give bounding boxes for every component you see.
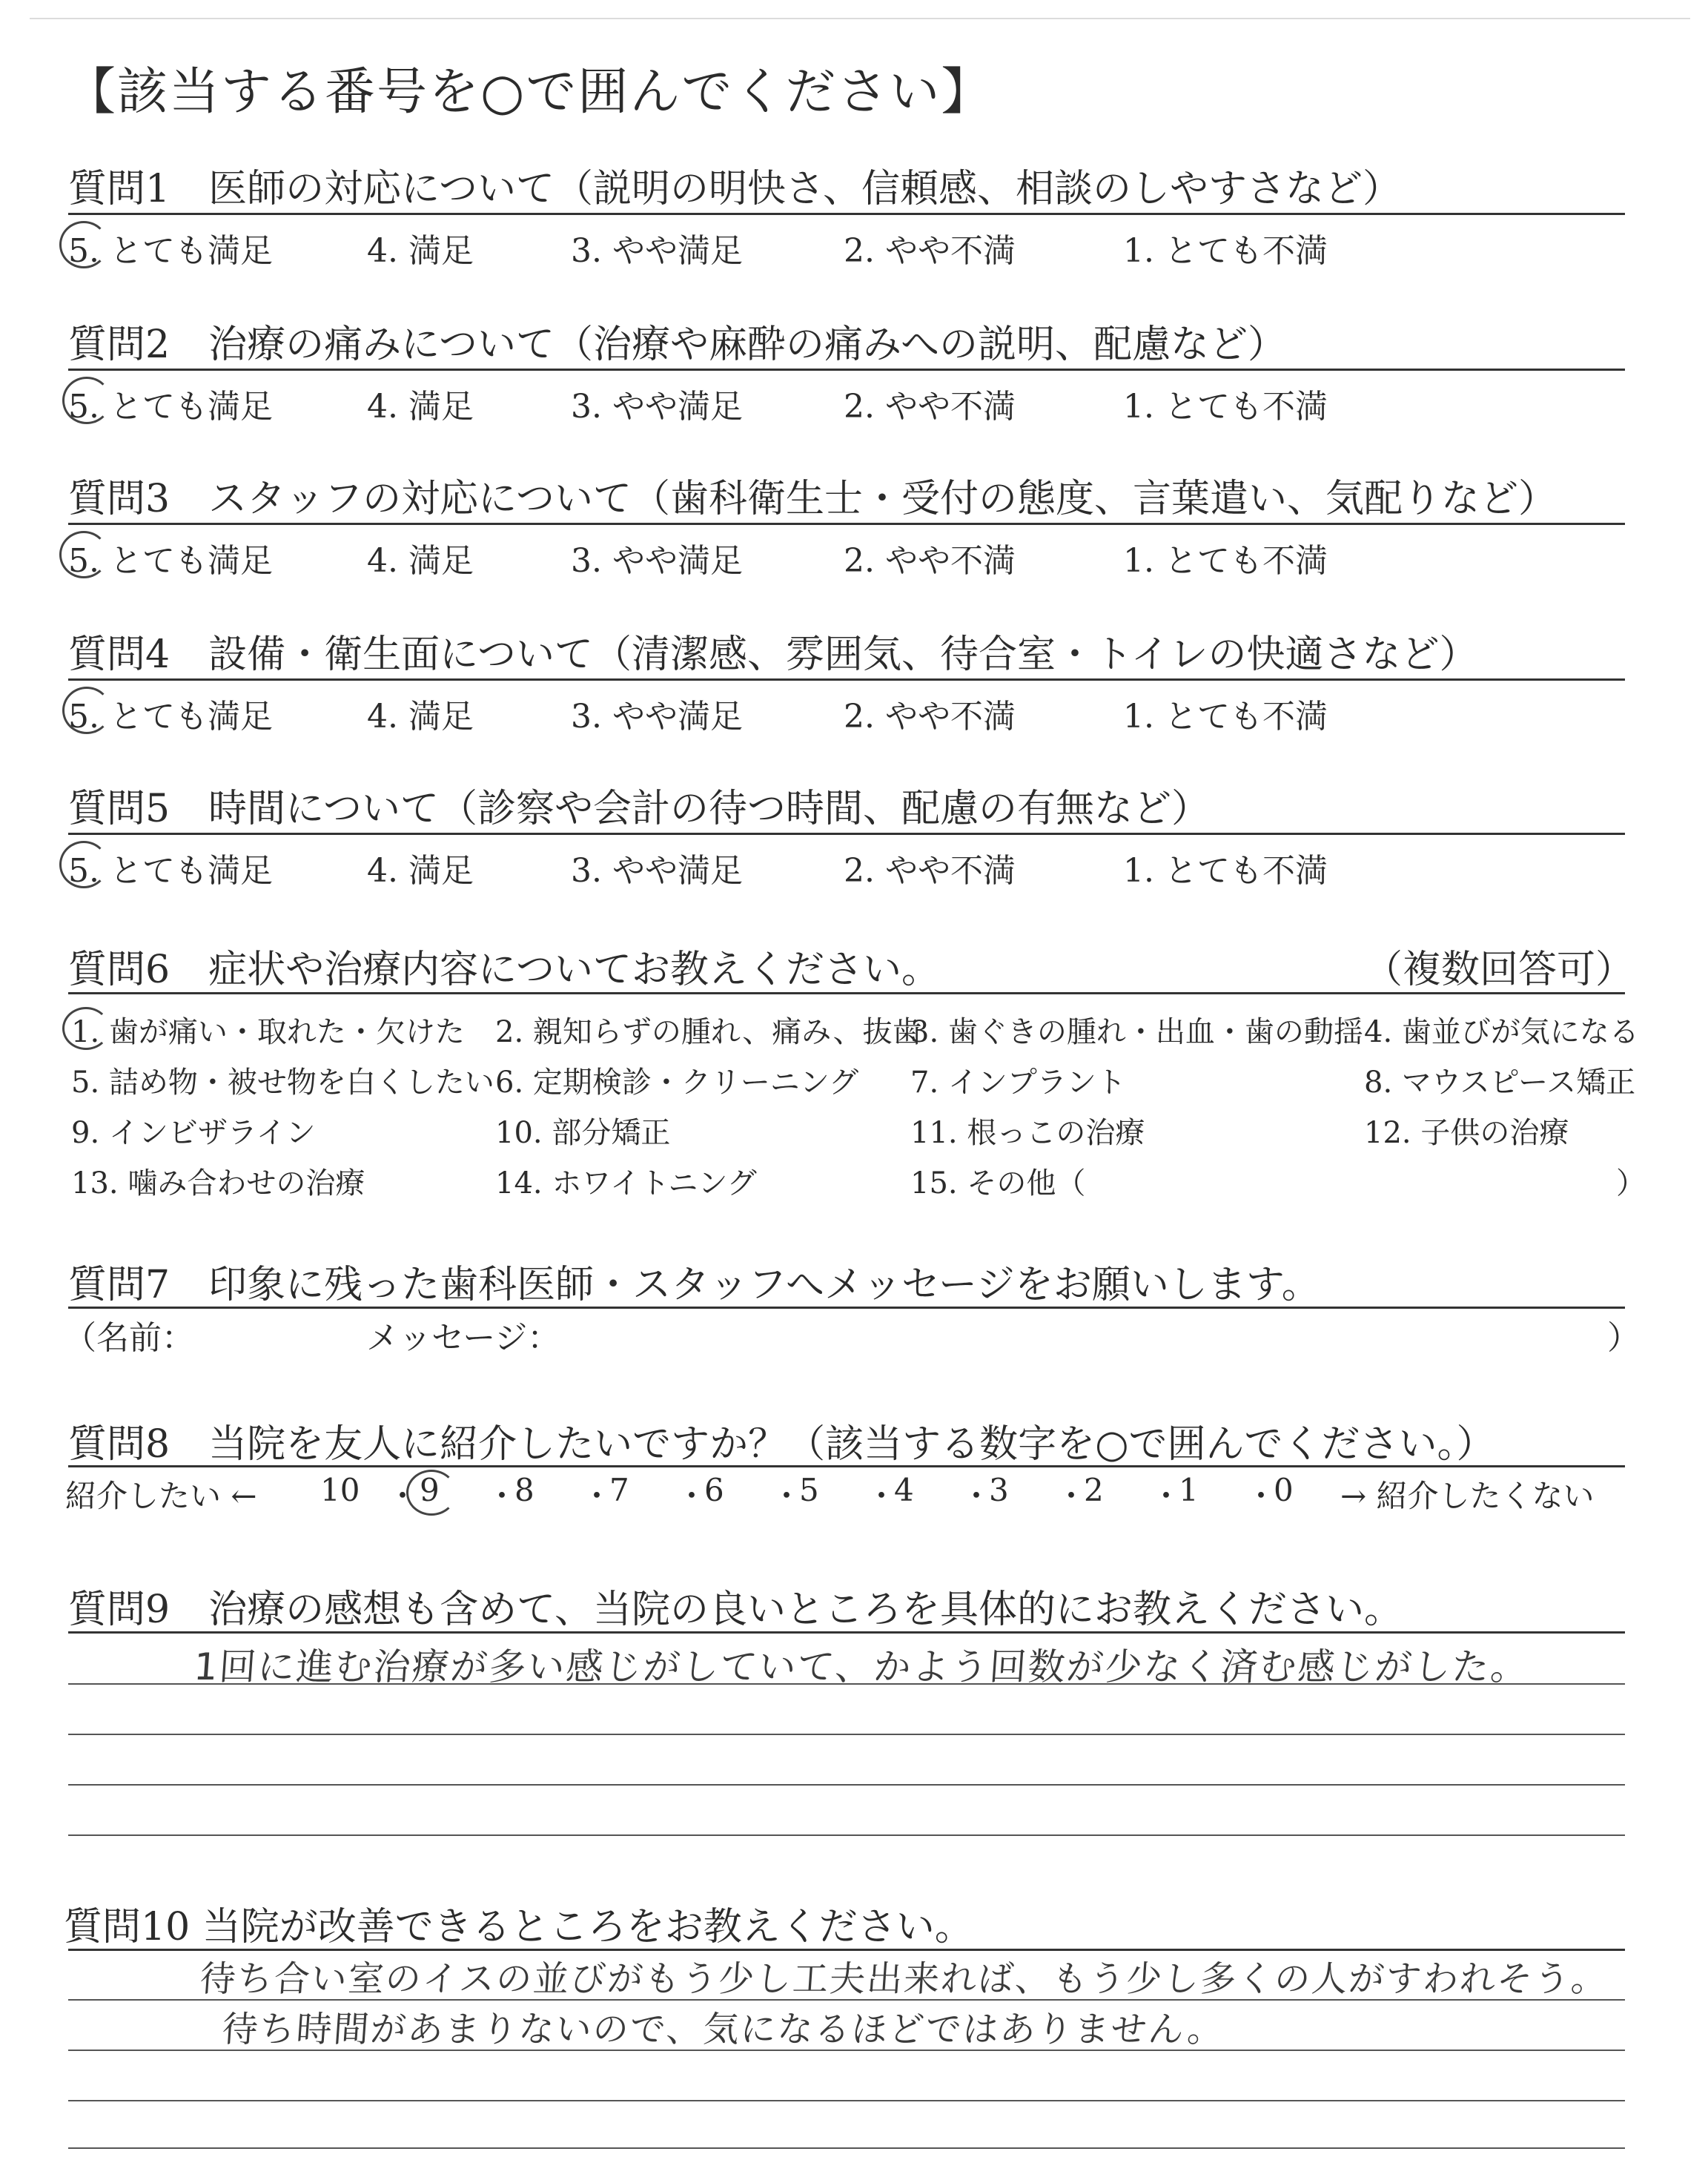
q5-option-3: 3. やや満足 (571, 852, 743, 890)
q6-option-13: 13. 噛み合わせの治療 (71, 1166, 365, 1200)
q5-answer-circle (59, 841, 108, 888)
q5-title: 質問5 時間について（診察や会計の待つ時間、配慮の有無など） (68, 787, 1211, 831)
q9-title: 質問9 治療の感想も含めて、当院の良いところを具体的にお教えください。 (68, 1588, 1403, 1632)
q8-left-label: 紹介したい ← (65, 1478, 257, 1514)
q8-scale-dot: ・ (1245, 1478, 1277, 1514)
q3-option-4: 4. 満足 (367, 542, 474, 580)
q6-other-close-paren: ） (1616, 1166, 1646, 1200)
q1-title: 質問1 医師の対応について（説明の明快さ、信頼感、相談のしやすさなど） (68, 167, 1401, 211)
q8-scale-dot: ・ (387, 1478, 419, 1514)
q4-rule (68, 678, 1625, 681)
q6-option-6: 6. 定期検診・クリーニング (495, 1066, 859, 1100)
q7-message-label: メッセージ： (366, 1319, 560, 1357)
q6-option-12: 12. 子供の治療 (1364, 1116, 1569, 1150)
q6-option-15: 15. その他（ (910, 1166, 1086, 1200)
q10-line-3 (68, 2100, 1625, 2101)
q10-line-2 (68, 2050, 1625, 2051)
form-instruction-header: 【該当する番号を○で囲んでください】 (65, 63, 993, 122)
q8-scale-9: 9 (420, 1472, 440, 1508)
q8-scale-dot: ・ (486, 1478, 518, 1514)
q8-answer-circle (406, 1470, 457, 1516)
q2-option-5: 5. とても満足 (68, 388, 273, 426)
q8-scale-6: 6 (704, 1472, 724, 1508)
q8-title: 質問8 当院を友人に紹介したいですか？（該当する数字を○で囲んでください。） (68, 1422, 1495, 1467)
q6-option-7: 7. インプラント (910, 1066, 1126, 1100)
q8-scale-2: 2 (1084, 1472, 1104, 1508)
q8-right-label: → 紹介したくない (1340, 1478, 1595, 1514)
q6-option-3: 3. 歯ぐきの腫れ・出血・歯の動揺 (910, 1015, 1363, 1049)
scan-edge (30, 18, 1690, 19)
q2-option-2: 2. やや不満 (844, 388, 1016, 426)
q1-option-4: 4. 満足 (367, 232, 474, 270)
q5-option-1: 1. とても不満 (1123, 852, 1328, 890)
q8-scale-5: 5 (799, 1472, 819, 1508)
q10-title: 質問10 当院が改善できるところをお教えください。 (64, 1905, 973, 1949)
q6-option-9: 9. インビザライン (71, 1116, 316, 1150)
q6-option-10: 10. 部分矯正 (495, 1116, 671, 1150)
q1-rule (68, 213, 1625, 215)
q1-option-5: 5. とても満足 (68, 232, 273, 270)
q8-scale-dot: ・ (1151, 1478, 1182, 1514)
q8-scale-3: 3 (989, 1472, 1009, 1508)
q5-option-5: 5. とても満足 (68, 852, 273, 890)
q10-handwritten-line-1: 待ち合い室のイスの並びがもう少し工夫出来れば、もう少し多くの人がすわれそう。 (198, 1958, 1610, 2000)
q6-option-14: 14. ホワイトニング (495, 1166, 757, 1200)
q7-close-paren: ） (1607, 1319, 1640, 1357)
q8-scale-7: 7 (609, 1472, 629, 1508)
q8-scale-1: 1 (1179, 1472, 1199, 1508)
q2-option-1: 1. とても不満 (1123, 388, 1328, 426)
q6-title: 質問6 症状や治療内容についてお教えください。 (68, 948, 941, 992)
q7-title: 質問7 印象に残った歯科医師・スタッフへメッセージをお願いします。 (68, 1263, 1320, 1307)
q2-title: 質問2 治療の痛みについて（治療や麻酔の痛みへの説明、配慮など） (68, 323, 1287, 367)
q8-scale-dot: ・ (866, 1478, 898, 1514)
q6-rule (68, 992, 1625, 994)
q9-line-4 (68, 1834, 1625, 1836)
q4-option-2: 2. やや不満 (844, 698, 1016, 736)
q3-option-1: 1. とても不満 (1123, 542, 1328, 580)
q4-title: 質問4 設備・衛生面について（清潔感、雰囲気、待合室・トイレの快適さなど） (68, 633, 1478, 677)
q3-title: 質問3 スタッフの対応について（歯科衛生士・受付の態度、言葉遣い、気配りなど） (68, 477, 1558, 521)
q2-rule (68, 369, 1625, 371)
q6-option-4: 4. 歯並びが気になる (1364, 1015, 1639, 1049)
q8-scale-0: 0 (1274, 1472, 1294, 1508)
q6-option-2: 2. 親知らずの腫れ、痛み、抜歯 (495, 1015, 922, 1049)
q1-option-2: 2. やや不満 (844, 232, 1016, 270)
q10-line-4 (68, 2147, 1625, 2149)
q9-rule (68, 1631, 1625, 1634)
q3-option-5: 5. とても満足 (68, 542, 273, 580)
q2-option-4: 4. 満足 (367, 388, 474, 426)
q4-answer-circle (62, 687, 111, 734)
q5-option-4: 4. 満足 (367, 852, 474, 890)
q9-line-2 (68, 1734, 1625, 1735)
q7-name-label: （名前： (64, 1319, 194, 1357)
q8-scale-dot: ・ (581, 1478, 613, 1514)
q6-option-1: 1. 歯が痛い・取れた・欠けた (71, 1015, 465, 1049)
q8-scale-dot: ・ (961, 1478, 993, 1514)
q8-scale-4: 4 (894, 1472, 914, 1508)
q3-option-2: 2. やや不満 (844, 542, 1016, 580)
q5-rule (68, 833, 1625, 835)
q3-rule (68, 523, 1625, 525)
q10-handwritten-line-2: 待ち時間があまりないので、気になるほどではありません。 (220, 2009, 1226, 2050)
q7-rule (68, 1307, 1625, 1309)
q8-scale-dot: ・ (676, 1478, 708, 1514)
q4-option-3: 3. やや満足 (571, 698, 743, 736)
q3-option-3: 3. やや満足 (571, 542, 743, 580)
q6-option-8: 8. マウスピース矯正 (1364, 1066, 1636, 1100)
q5-option-2: 2. やや不満 (844, 852, 1016, 890)
q1-option-3: 3. やや満足 (571, 232, 743, 270)
q1-option-1: 1. とても不満 (1123, 232, 1328, 270)
q9-line-3 (68, 1784, 1625, 1786)
q6-answer-circle (62, 1007, 110, 1050)
q2-option-3: 3. やや満足 (571, 388, 743, 426)
q9-line-1 (68, 1683, 1625, 1685)
q8-scale-dot: ・ (771, 1478, 803, 1514)
q6-option-11: 11. 根っこの治療 (910, 1116, 1145, 1150)
q8-scale-8: 8 (514, 1472, 534, 1508)
q2-answer-circle (62, 377, 111, 424)
q9-handwritten-answer: 1回に進む治療が多い感じがしていて、かよう回数が少なく済む感じがした。 (192, 1645, 1531, 1688)
q6-note: （複数回答可） (1364, 948, 1635, 992)
q8-rule (68, 1465, 1625, 1467)
q1-answer-circle (59, 221, 108, 268)
q4-option-1: 1. とても不満 (1123, 698, 1328, 736)
q4-option-4: 4. 満足 (367, 698, 474, 736)
q3-answer-circle (59, 531, 108, 578)
q6-option-5: 5. 詰め物・被せ物を白くしたい (71, 1066, 494, 1100)
q8-scale-10: 10 (320, 1472, 360, 1508)
q4-option-5: 5. とても満足 (68, 698, 273, 736)
q8-scale-dot: ・ (1056, 1478, 1088, 1514)
